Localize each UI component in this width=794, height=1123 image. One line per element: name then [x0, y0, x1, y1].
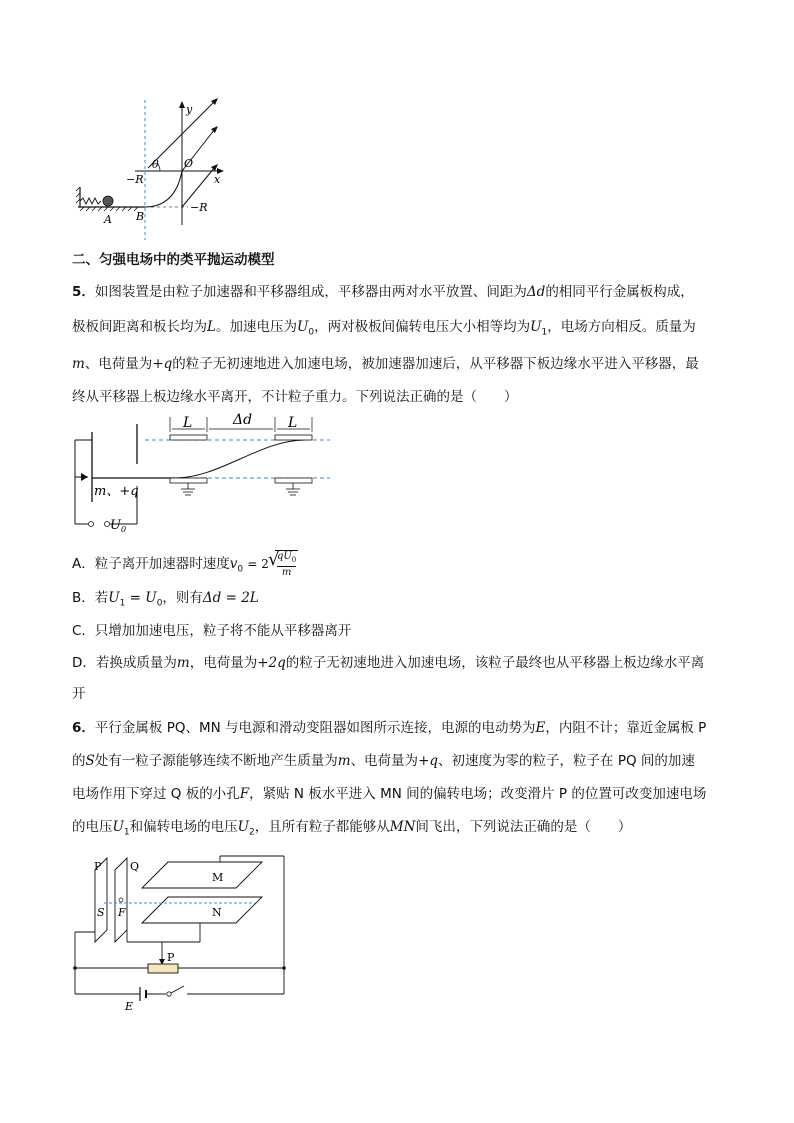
q5-fig-label-L1: L	[183, 415, 193, 431]
q5-sym-L: L	[207, 319, 216, 335]
q6-line-3	[72, 782, 724, 806]
q6-line-4	[72, 815, 724, 845]
q5-optB-sub: 0	[156, 598, 163, 609]
q5-option-D-line1[interactable]	[72, 651, 724, 675]
q6-text: ，紧贴 N 板水平进入 MN 间的偏转电场；改变滑片 P 的位置可改变加速电场	[249, 786, 707, 802]
q6-fig-label-S: S	[97, 906, 105, 919]
q5-text: 的相同平行金属板构成，	[545, 284, 694, 300]
q5-optD-text: D．若换成质量为	[72, 655, 177, 671]
q6-fig-label-P: P	[94, 860, 102, 873]
q6-sym-U2: U	[237, 819, 250, 835]
section-title: 二、匀强电场中的类平抛运动模型	[72, 252, 275, 268]
q6-sub: 2	[249, 827, 255, 838]
q6-sym-E: E	[535, 720, 546, 736]
q5-number: 5．	[72, 284, 95, 300]
q6-sub: 1	[123, 827, 130, 838]
q5-fig-label-U0: $U_0$	[110, 518, 127, 534]
q5-optA-eq: = 2	[247, 557, 269, 571]
q5-optD-text: ，电荷量为	[189, 655, 258, 671]
q5-line-1	[72, 280, 724, 304]
fig1-label-origin: O	[184, 157, 194, 170]
fig1-label-A: A	[104, 213, 112, 226]
fig1-label-theta: θ	[152, 158, 159, 171]
q6-sym-m: m	[337, 753, 351, 769]
q5-optD-text: 的粒子无初速地进入加速电场，该粒子最终也从平移器上板边缘水平离	[285, 655, 705, 671]
q5-sym-dd: Δd	[526, 284, 546, 300]
q5-optB-sub: 1	[119, 598, 126, 609]
figure-accelerator-translator	[70, 412, 340, 537]
q5-option-A[interactable]	[72, 550, 724, 582]
figure-magnetic-field-diagram	[70, 95, 240, 240]
q5-text: 极板间距离和板长均为	[72, 319, 207, 335]
q6-sym-F: F	[239, 786, 250, 802]
q5-option-C[interactable]: C．只增加加速电压，粒子将不能从平移器离开	[72, 623, 352, 639]
q5-optD-q: +2q	[257, 655, 286, 671]
q5-fig-label-dd: Δd	[233, 412, 253, 428]
q6-fig-label-slider: P	[167, 951, 175, 964]
q5-text: 、电荷量为	[84, 356, 153, 372]
q5-optD-m: m	[176, 655, 190, 671]
q5-sub: 1	[541, 327, 548, 338]
fig1-label-negR-x: −R	[126, 173, 144, 186]
q5-line-4	[72, 385, 724, 409]
q6-line-1	[72, 716, 724, 740]
q6-sym-q: +q	[418, 753, 439, 769]
q5-optB-eq: =	[125, 590, 146, 606]
q6-fig-label-M: M	[212, 871, 224, 884]
q5-text: 终从平移器上板边缘水平离开，不计粒子重力。下列说法正确的是（ ）	[72, 389, 518, 405]
q5-optB-text: B．若	[72, 590, 109, 606]
figure-circuit-plates	[70, 850, 295, 1015]
q6-text: 电场作用下穿过 Q 板的小孔	[72, 786, 240, 802]
q5-optB-U0: U	[145, 590, 157, 606]
q6-text: 平行金属板 PQ、MN 与电源和滑动变阻器如图所示连接，电源的电动势为	[94, 720, 536, 736]
q5-text: ，电场方向相反。质量为	[547, 319, 696, 335]
q5-optA-den: m	[281, 567, 292, 578]
q6-text: 的电压	[72, 819, 113, 835]
fig1-label-y: y	[186, 103, 193, 116]
q6-number: 6．	[72, 720, 95, 736]
q6-line-2	[72, 749, 724, 773]
q5-line-2	[72, 315, 724, 345]
q5-line-3	[72, 352, 724, 376]
q5-option-B[interactable]	[72, 586, 724, 616]
q6-fig-label-F: F	[118, 906, 126, 919]
q6-text: ，内阻不计；靠近金属板 P	[545, 720, 707, 736]
q5-optB-text: ，则有	[162, 590, 203, 606]
q5-optB-U1: U	[108, 590, 120, 606]
q5-text: ，两对极板间偏转电压大小相等均为	[314, 319, 531, 335]
q5-optA-num: qU	[276, 551, 292, 562]
q5-fig-label-L2: L	[288, 415, 298, 431]
q6-fig-label-E: E	[125, 1000, 134, 1013]
q5-optB-expr: Δd = 2L	[202, 590, 259, 606]
q6-text: 、电荷量为	[350, 753, 419, 769]
q5-optA-vsub: 0	[237, 564, 244, 575]
q6-text: 和偏转电场的电压	[129, 819, 238, 835]
q5-sym-U1: U	[530, 319, 542, 335]
q5-optA-text: A．粒子离开加速器时速度	[72, 556, 230, 572]
q5-text: 的粒子无初速地进入加速电场，被加速器加速后，从平移器下板边缘水平进入平移器，最	[172, 356, 699, 372]
q6-sym-S: S	[85, 753, 95, 769]
q6-sym-MN: MN	[389, 819, 416, 835]
fig1-label-x: x	[214, 173, 221, 186]
q5-optA-sqrt: √ $qU_0$ m	[267, 549, 297, 578]
q5-fig-label-mq: m、+q	[94, 484, 139, 499]
q5-sub: 0	[308, 327, 315, 338]
q5-text: 如图装置是由粒子加速器和平移器组成，平移器由两对水平放置、间距为	[94, 284, 527, 300]
q6-text: ，且所有粒子都能够从	[254, 819, 390, 835]
q5-optA-numsub: 0	[291, 556, 297, 564]
q6-text: 、初速度为零的粒子，粒子在 PQ 间的加速	[438, 753, 695, 769]
q5-sym-m: m	[72, 356, 85, 372]
q5-sym-U0: U	[296, 319, 309, 335]
q5-option-D-line2: 开	[72, 686, 86, 702]
q5-optA-v: v	[229, 556, 238, 572]
q6-fig-label-N: N	[212, 906, 222, 919]
fig1-label-B: B	[136, 210, 145, 223]
q5-text: 。加速电压为	[215, 319, 297, 335]
q6-text: 间飞出，下列说法正确的是（ ）	[415, 819, 632, 835]
q5-sym-q: +q	[152, 356, 173, 372]
q6-text: 的	[72, 753, 86, 769]
q6-sym-U1: U	[112, 819, 124, 835]
fig1-label-negR-y: −R	[190, 201, 208, 214]
q6-text: 处有一粒子源能够连续不断地产生质量为	[94, 753, 338, 769]
q6-fig-label-Q: Q	[130, 860, 140, 873]
